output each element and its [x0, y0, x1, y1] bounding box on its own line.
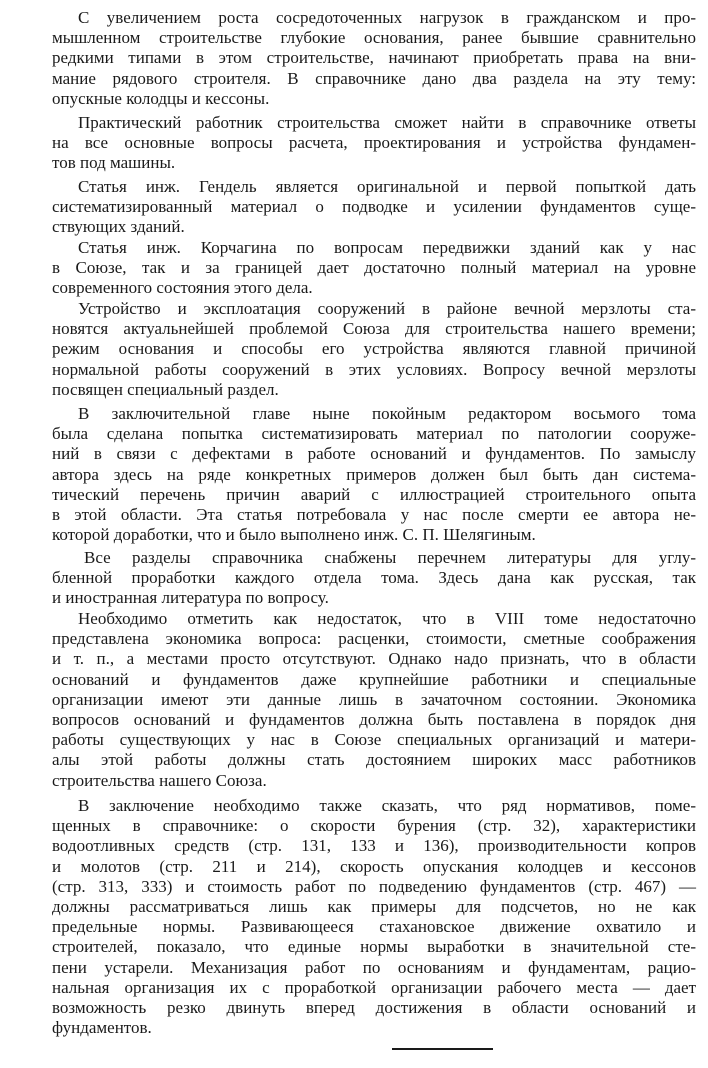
- text-line: автора здесь на ряде конкретных примеров должен был быть дан система-: [52, 464, 696, 484]
- text-line: современного состояния этого дела.: [52, 278, 313, 298]
- text-line: Практический работник строительства сможет найти в справочнике ответы: [78, 113, 696, 132]
- text-line: предельные нормы. Развивающееся стахановское движение охватило и: [52, 917, 696, 937]
- text-line: и иностранная литература по вопросу.: [52, 588, 329, 608]
- paragraph-1: [52, 8, 696, 109]
- text-line: была сделана попытка систематизировать материал по патологии сооруже-: [52, 424, 696, 444]
- text-line: фундаментов.: [52, 1018, 152, 1038]
- text-line: ний в связи с дефектами в работе оснований и фундаментов. По замыслу: [52, 444, 696, 464]
- text-line: оснований и фундаментов даже крупнейшие работники и специальные: [52, 669, 696, 689]
- text-line: Статья инж. Гендель является оригинальной и первой попыткой дать: [78, 177, 696, 196]
- text-line: (стр. 313, 333) и стоимость работ по подведению фундаментов (стр. 467) —: [52, 876, 696, 896]
- text-line: систематизированный материал о подводке и усилении фундаментов суще-: [52, 197, 696, 217]
- text-line: Устройство и эксплоатация сооружений в районе вечной мерзлоты ста-: [78, 299, 696, 318]
- text-line: водоотливных средств (стр. 131, 133 и 136), производительности копров: [52, 836, 696, 856]
- end-rule-divider: [392, 1048, 493, 1050]
- text-line: В заключительной главе ныне покойным редактором восьмого тома: [78, 404, 696, 423]
- document-page: [52, 0, 696, 1068]
- text-line: опускные колодцы и кессоны.: [52, 88, 270, 108]
- paragraph-4: [52, 238, 696, 299]
- text-line: новятся актуальнейшей проблемой Союза для строительства нашего времени;: [52, 319, 696, 339]
- paragraph-3: [52, 177, 696, 238]
- text-line: В заключение необходимо также сказать, что ряд нормативов, поме-: [78, 796, 696, 815]
- text-line: режим основания и способы его устройства являются главной причиной: [52, 339, 696, 359]
- paragraph-2: [52, 113, 696, 174]
- text-line: строителей, показало, что единые нормы выработки в значительной сте-: [52, 937, 696, 957]
- text-line: С увеличением роста сосредоточенных нагрузок в гражданском и про-: [78, 8, 696, 27]
- text-line: строительства нашего Союза.: [52, 770, 267, 790]
- text-line: посвящен специальный раздел.: [52, 379, 279, 399]
- text-line: нальная организация их с проработкой организации рабочего места — дает: [52, 977, 696, 997]
- text-line: ствующих зданий.: [52, 217, 185, 237]
- text-line: пени устарели. Механизация работ по основаниям и фундаментам, рацио-: [52, 957, 696, 977]
- text-line: в Союзе, так и за границей дает достаточно полный материал на уровне: [52, 258, 696, 278]
- text-line: тический перечень причин аварий с иллюстрацией строительного опыта: [52, 484, 696, 504]
- text-line: бленной проработки каждого отдела тома. Здесь дана как русская, так: [52, 568, 696, 588]
- text-line: алы этой работы должны стать достоянием широких масс работников: [52, 750, 696, 770]
- text-line: в этой области. Эта статья потребовала у нас после смерти ее автора не-: [52, 504, 696, 524]
- text-line: на все основные вопросы расчета, проектирования и устройства фундамен-: [52, 133, 696, 153]
- text-line: и молотов (стр. 211 и 214), скорость опускания колодцев и кессонов: [52, 856, 696, 876]
- text-line: нормальной работы сооружений в этих условиях. Вопросу вечной мерзлоты: [52, 359, 696, 379]
- text-line: работы существующих у нас в Союзе специальных организаций и матери-: [52, 730, 696, 750]
- text-line: представлена экономика вопроса: расценки, стоимости, сметные соображения: [52, 629, 696, 649]
- text-line: мышленном строительстве глубокие основания, ранее бывшие сравнительно: [52, 28, 696, 48]
- text-line: мание рядового строителя. В справочнике дано два раздела на эту тему:: [52, 68, 696, 88]
- text-line: должны рассматриваться лишь как примеры для подсчетов, но не как: [52, 896, 696, 916]
- text-line: Статья инж. Корчагина по вопросам передвижки зданий как у нас: [78, 238, 696, 257]
- text-line: редкими типами в этом строительстве, начинают приобретать права на вни-: [52, 48, 696, 68]
- paragraph-5: [52, 299, 696, 400]
- text-line: и т. п., а местами просто отсутствуют. Однако надо признать, что в области: [52, 649, 696, 669]
- paragraph-8: [52, 609, 696, 791]
- text-line: тов под машины.: [52, 153, 176, 173]
- paragraph-6: [52, 404, 696, 545]
- paragraph-7: [52, 548, 696, 609]
- text-line: щенных в справочнике: о скорости бурения (стр. 32), характеристики: [52, 816, 696, 836]
- paragraph-9: [52, 796, 696, 1038]
- text-line: которой доработки, что и было выполнено инж. С. П. Шелягиным.: [52, 525, 536, 545]
- text-line: вопросов оснований и фундаментов должна быть поставлена в порядок дня: [52, 709, 696, 729]
- text-line: возможность резко двинуть вперед достижения в области оснований и: [52, 997, 696, 1017]
- text-line: организации имеют эти данные лишь в зачаточном состоянии. Экономика: [52, 689, 696, 709]
- text-line: Все разделы справочника снабжены перечнем литературы для углу-: [84, 548, 696, 567]
- text-line: Необходимо отметить как недостаток, что в VIII томе недостаточно: [78, 609, 696, 628]
